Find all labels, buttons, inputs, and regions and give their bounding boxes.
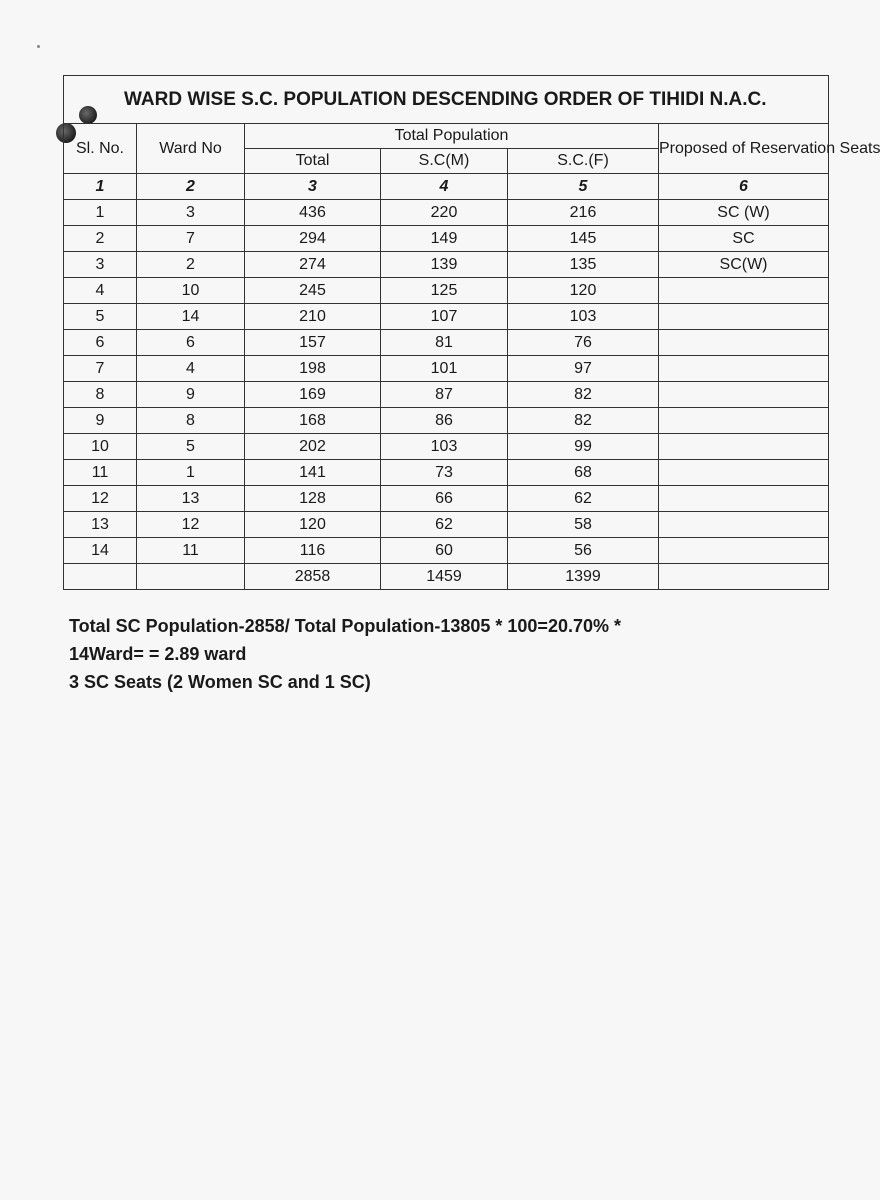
table-row	[64, 382, 829, 408]
sc-m-cell: 73	[381, 460, 508, 486]
header-sc-m: S.C(M)	[381, 149, 508, 174]
column-number: 3	[245, 174, 381, 200]
sl-no-cell: 9	[64, 408, 137, 434]
column-number: 1	[64, 174, 137, 200]
table-title: WARD WISE S.C. POPULATION DESCENDING ORDER OF TIHIDI N.A.C.	[64, 76, 829, 124]
total-cell: 294	[245, 226, 381, 252]
sl-no-cell: 13	[64, 512, 137, 538]
column-number: 6	[659, 174, 829, 200]
calculation-notes	[69, 612, 621, 696]
sl-no-cell: 14	[64, 538, 137, 564]
proposed-cell	[659, 304, 829, 330]
totals-sc-m: 1459	[381, 564, 508, 590]
proposed-cell	[659, 434, 829, 460]
total-cell: 157	[245, 330, 381, 356]
sl-no-cell: 12	[64, 486, 137, 512]
total-cell: 141	[245, 460, 381, 486]
sc-f-cell: 145	[508, 226, 659, 252]
sl-no-cell: 2	[64, 226, 137, 252]
ward-no-cell: 1	[137, 460, 245, 486]
proposed-cell: SC(W)	[659, 252, 829, 278]
sl-no-cell: 1	[64, 200, 137, 226]
totals-empty	[64, 564, 137, 590]
total-cell: 128	[245, 486, 381, 512]
ward-no-cell: 13	[137, 486, 245, 512]
proposed-cell	[659, 356, 829, 382]
ward-no-cell: 3	[137, 200, 245, 226]
header-ward-no: Ward No	[137, 124, 245, 174]
ward-no-cell: 11	[137, 538, 245, 564]
sc-f-cell: 135	[508, 252, 659, 278]
total-cell: 198	[245, 356, 381, 382]
note-line-3: 3 SC Seats (2 Women SC and 1 SC)	[69, 672, 371, 692]
total-cell: 436	[245, 200, 381, 226]
column-number-row	[64, 174, 829, 200]
column-number: 2	[137, 174, 245, 200]
sl-no-cell: 5	[64, 304, 137, 330]
sl-no-cell: 10	[64, 434, 137, 460]
sc-m-cell: 139	[381, 252, 508, 278]
sl-no-cell: 11	[64, 460, 137, 486]
total-cell: 116	[245, 538, 381, 564]
table-body	[64, 200, 829, 564]
header-sl-no: Sl. No.	[64, 124, 137, 174]
ward-no-cell: 9	[137, 382, 245, 408]
totals-empty	[659, 564, 829, 590]
sl-no-cell: 3	[64, 252, 137, 278]
table-row	[64, 512, 829, 538]
ward-no-cell: 8	[137, 408, 245, 434]
sl-no-cell: 7	[64, 356, 137, 382]
proposed-cell	[659, 278, 829, 304]
sc-m-cell: 220	[381, 200, 508, 226]
sc-m-cell: 81	[381, 330, 508, 356]
ward-no-cell: 2	[137, 252, 245, 278]
ward-no-cell: 5	[137, 434, 245, 460]
note-line-2: 14Ward= = 2.89 ward	[69, 644, 247, 664]
sc-m-cell: 60	[381, 538, 508, 564]
table-row	[64, 278, 829, 304]
sc-f-cell: 99	[508, 434, 659, 460]
sc-f-cell: 103	[508, 304, 659, 330]
ward-no-cell: 12	[137, 512, 245, 538]
total-cell: 169	[245, 382, 381, 408]
header-proposed-reservation: Proposed of Reservation Seats	[659, 124, 829, 174]
ward-no-cell: 10	[137, 278, 245, 304]
table-row	[64, 460, 829, 486]
table-row	[64, 252, 829, 278]
sc-m-cell: 66	[381, 486, 508, 512]
sc-f-cell: 76	[508, 330, 659, 356]
ward-no-cell: 6	[137, 330, 245, 356]
table-row	[64, 356, 829, 382]
sl-no-cell: 8	[64, 382, 137, 408]
proposed-cell	[659, 460, 829, 486]
totals-row	[64, 564, 829, 590]
sc-f-cell: 82	[508, 382, 659, 408]
header-total: Total	[245, 149, 381, 174]
sc-f-cell: 68	[508, 460, 659, 486]
proposed-cell	[659, 486, 829, 512]
total-cell: 210	[245, 304, 381, 330]
column-number: 4	[381, 174, 508, 200]
sc-f-cell: 82	[508, 408, 659, 434]
header-sc-f: S.C.(F)	[508, 149, 659, 174]
proposed-cell	[659, 330, 829, 356]
table-row	[64, 200, 829, 226]
sc-m-cell: 103	[381, 434, 508, 460]
sc-m-cell: 87	[381, 382, 508, 408]
ward-no-cell: 4	[137, 356, 245, 382]
sc-m-cell: 125	[381, 278, 508, 304]
totals-sc-f: 1399	[508, 564, 659, 590]
ward-no-cell: 7	[137, 226, 245, 252]
sc-population-table	[63, 75, 880, 590]
table-row	[64, 538, 829, 564]
proposed-cell	[659, 382, 829, 408]
sc-m-cell: 86	[381, 408, 508, 434]
table-row	[64, 434, 829, 460]
proposed-cell: SC (W)	[659, 200, 829, 226]
sc-f-cell: 120	[508, 278, 659, 304]
sc-m-cell: 107	[381, 304, 508, 330]
sc-f-cell: 97	[508, 356, 659, 382]
note-line-1: Total SC Population-2858/ Total Population-13805 * 100=20.70% *	[69, 616, 621, 636]
table-row	[64, 304, 829, 330]
sc-m-cell: 101	[381, 356, 508, 382]
table-row	[64, 486, 829, 512]
proposed-cell: SC	[659, 226, 829, 252]
total-cell: 120	[245, 512, 381, 538]
sc-f-cell: 56	[508, 538, 659, 564]
ward-no-cell: 14	[137, 304, 245, 330]
sc-f-cell: 62	[508, 486, 659, 512]
table-row	[64, 330, 829, 356]
totals-empty	[137, 564, 245, 590]
sc-f-cell: 216	[508, 200, 659, 226]
proposed-cell	[659, 408, 829, 434]
total-cell: 274	[245, 252, 381, 278]
total-cell: 245	[245, 278, 381, 304]
scan-speck	[37, 45, 40, 48]
sc-f-cell: 58	[508, 512, 659, 538]
proposed-cell	[659, 538, 829, 564]
sc-m-cell: 149	[381, 226, 508, 252]
total-cell: 202	[245, 434, 381, 460]
sl-no-cell: 4	[64, 278, 137, 304]
proposed-cell	[659, 512, 829, 538]
total-cell: 168	[245, 408, 381, 434]
header-total-population: Total Population	[245, 124, 659, 149]
column-number: 5	[508, 174, 659, 200]
table-row	[64, 226, 829, 252]
sl-no-cell: 6	[64, 330, 137, 356]
totals-total: 2858	[245, 564, 381, 590]
table-row	[64, 408, 829, 434]
sc-m-cell: 62	[381, 512, 508, 538]
